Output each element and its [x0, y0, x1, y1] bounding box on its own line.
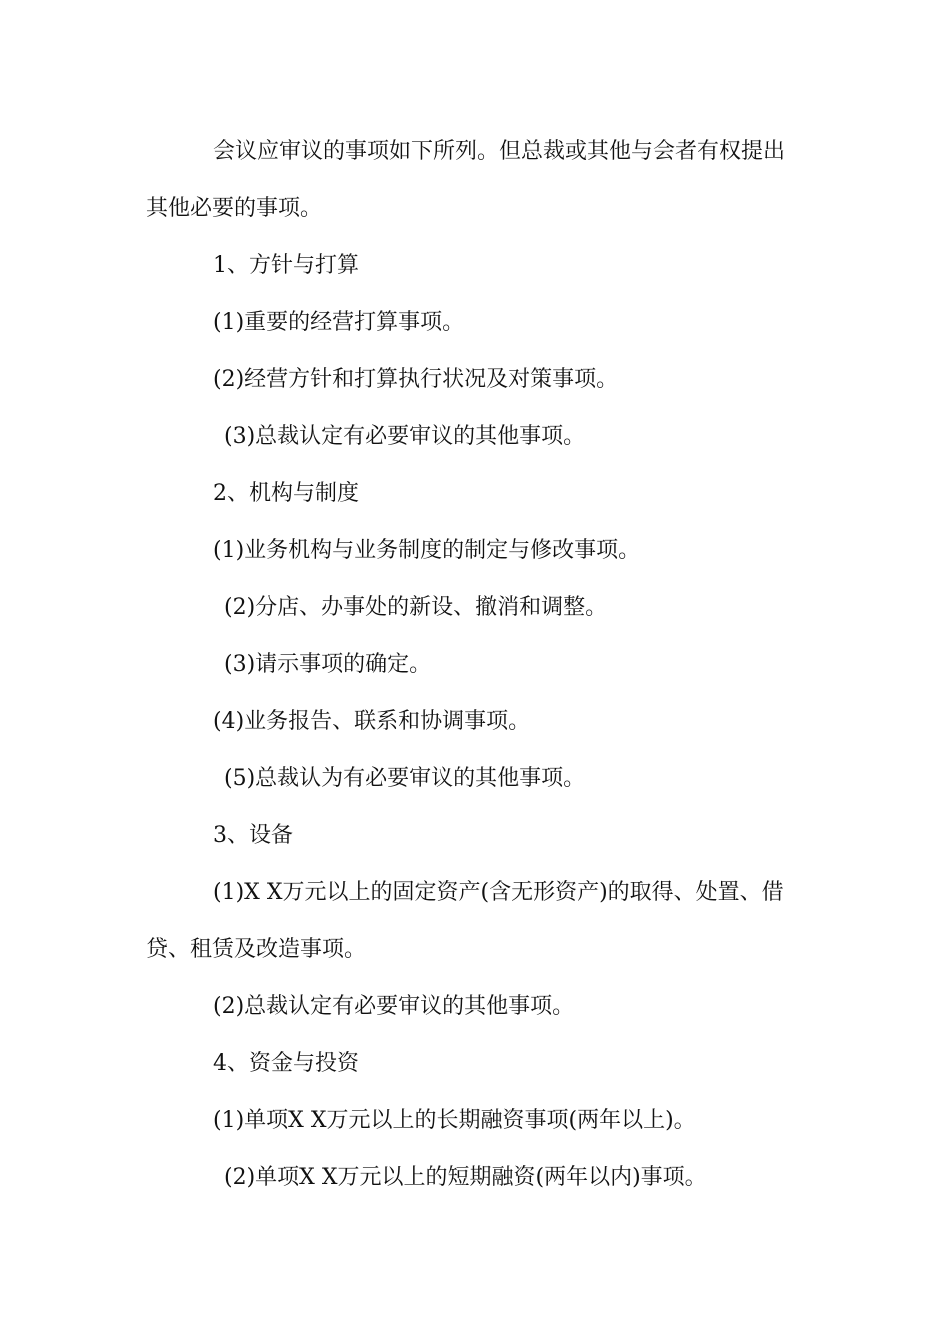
- list-item: (2)单项X X万元以上的短期融资(两年以内)事项。: [224, 1165, 707, 1190]
- paragraph-intro-line-1: 会议应审议的事项如下所列。但总裁或其他与会者有权提出: [213, 139, 786, 164]
- list-item-continuation: 贷、租赁及改造事项。: [146, 937, 367, 962]
- section-heading-organization: 2、机构与制度: [213, 481, 359, 506]
- list-item: (5)总裁认为有必要审议的其他事项。: [224, 766, 586, 791]
- section-heading-funds: 4、资金与投资: [213, 1051, 359, 1076]
- list-item: (1)重要的经营打算事项。: [213, 310, 465, 335]
- list-item: (2)总裁认定有必要审议的其他事项。: [213, 994, 575, 1019]
- list-item: (1)业务机构与业务制度的制定与修改事项。: [213, 538, 641, 563]
- list-item: (1)单项X X万元以上的长期融资事项(两年以上)。: [213, 1108, 696, 1133]
- list-item: (4)业务报告、联系和协调事项。: [213, 709, 531, 734]
- section-heading-policy: 1、方针与打算: [213, 253, 359, 278]
- section-heading-equipment: 3、设备: [213, 823, 293, 848]
- list-item: (2)分店、办事处的新设、撤消和调整。: [224, 595, 608, 620]
- list-item: (3)总裁认定有必要审议的其他事项。: [224, 424, 586, 449]
- list-item: (2)经营方针和打算执行状况及对策事项。: [213, 367, 619, 392]
- list-item: (3)请示事项的确定。: [224, 652, 432, 677]
- paragraph-intro-line-2: 其他必要的事项。: [146, 196, 323, 221]
- list-item: (1)X X万元以上的固定资产(含无形资产)的取得、处置、借: [213, 880, 784, 905]
